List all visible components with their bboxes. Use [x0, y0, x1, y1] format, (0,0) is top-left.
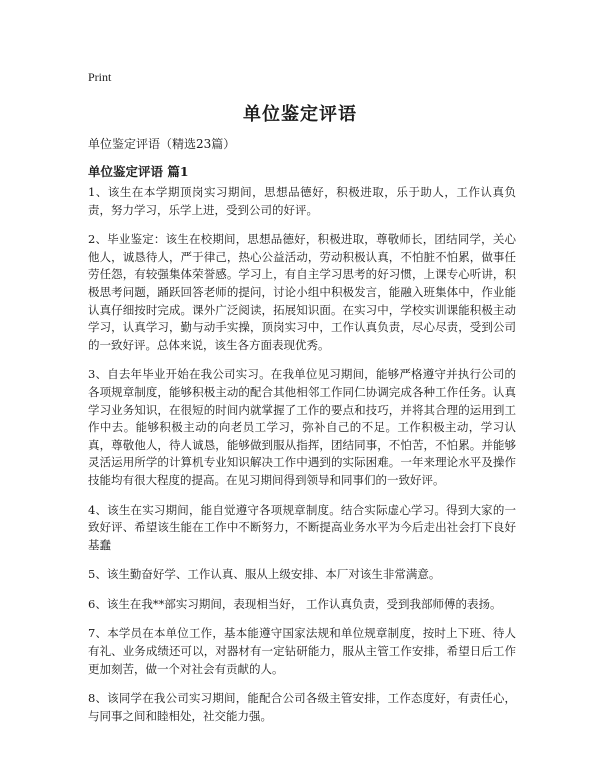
paragraph-8: 8、该同学在我公司实习期间，能配合公司各级主管安排，工作态度好，有责任心，与同事之间和睦相处，社交能力强。 — [88, 691, 516, 723]
document-title: 单位鉴定评语 — [243, 104, 357, 125]
document-body — [88, 184, 516, 737]
paragraph-4: 4、该生在实习期间，能自觉遵守各项规章制度。结合实际虚心学习。得到大家的一致好评、希望该生能在工作中不断努力，不断提高业务水平为今后走出社会打下良好基蠢 — [88, 502, 516, 552]
section-heading: 单位鉴定评语 篇1 — [88, 164, 189, 179]
paragraph-5: 5、该生勤奋好学、工作认真、服从上级安排、本厂对该生非常满意。 — [88, 567, 441, 582]
paragraph-6: 6、该生在我**部实习期间，表现相当好， 工作认真负责，受到我部师傅的表扬。 — [88, 596, 502, 611]
paragraph-2: 2、毕业鉴定：该生在校期间，思想品德好，积极进取，尊敬师长，团结同学，关心他人，诚恳待人，严于律己，热心公益活动，劳动积极认真，不怕脏不怕累，做事任劳任怨，有较强集体荣誉感。学习上，有自主学习思考的好习惯，上课专心听讲，积极思考问题，踊跃回答老师的提问，讨论小组中积极发言，能融入班集体中，作业能认真仔细按时完成。课外广泛阅读，拓展知识面。在实习中，学校实训课能积极主动学习，认真学习，勤与动手实操，顶岗实习中，工作认真负责，尽心尽责，受到公司的一致好评。总体来说，该生各方面表现优秀。 — [88, 232, 516, 352]
document-subtitle: 单位鉴定评语（精选23篇） — [88, 137, 236, 151]
paragraph-7: 7、本学员在本单位工作，基本能遵守国家法规和单位规章制度，按时上下班、待人有礼、业务成绩还可以，对器材有一定钻研能力，服从主管工作安排，希望日后工作更加刻苦，做一个对社会有贡献的人。 — [88, 626, 516, 676]
paragraph-3: 3、自去年毕业开始在我公司实习。在我单位见习期间，能够严格遵守并执行公司的各项规章制度，能够积极主动的配合其他相邻工作同仁协调完成各种工作任务。认真学习业务知识，在很短的时间内就掌握了工作的要点和技巧，并将其合理的运用到工作中去。能够积极主动的向老员工学习，弥补自己的不足。工作积极主动，学习认真，尊敬他人，待人诚恳，能够做到服从指挥，团结同事，不怕苦，不怕累。并能够灵活运用所学的计算机专业知识解决工作中遇到的实际困难。一年来理论水平及操作技能均有很大程度的提高。在见习期间得到领导和同事们的一致好评。 — [88, 367, 516, 487]
print-link[interactable]: Print — [88, 70, 112, 84]
paragraph-1: 1、该生在本学期顶岗实习期间，思想品德好，积极进取，乐于助人，工作认真负责，努力学习，乐学上进，受到公司的好评。 — [88, 185, 516, 217]
